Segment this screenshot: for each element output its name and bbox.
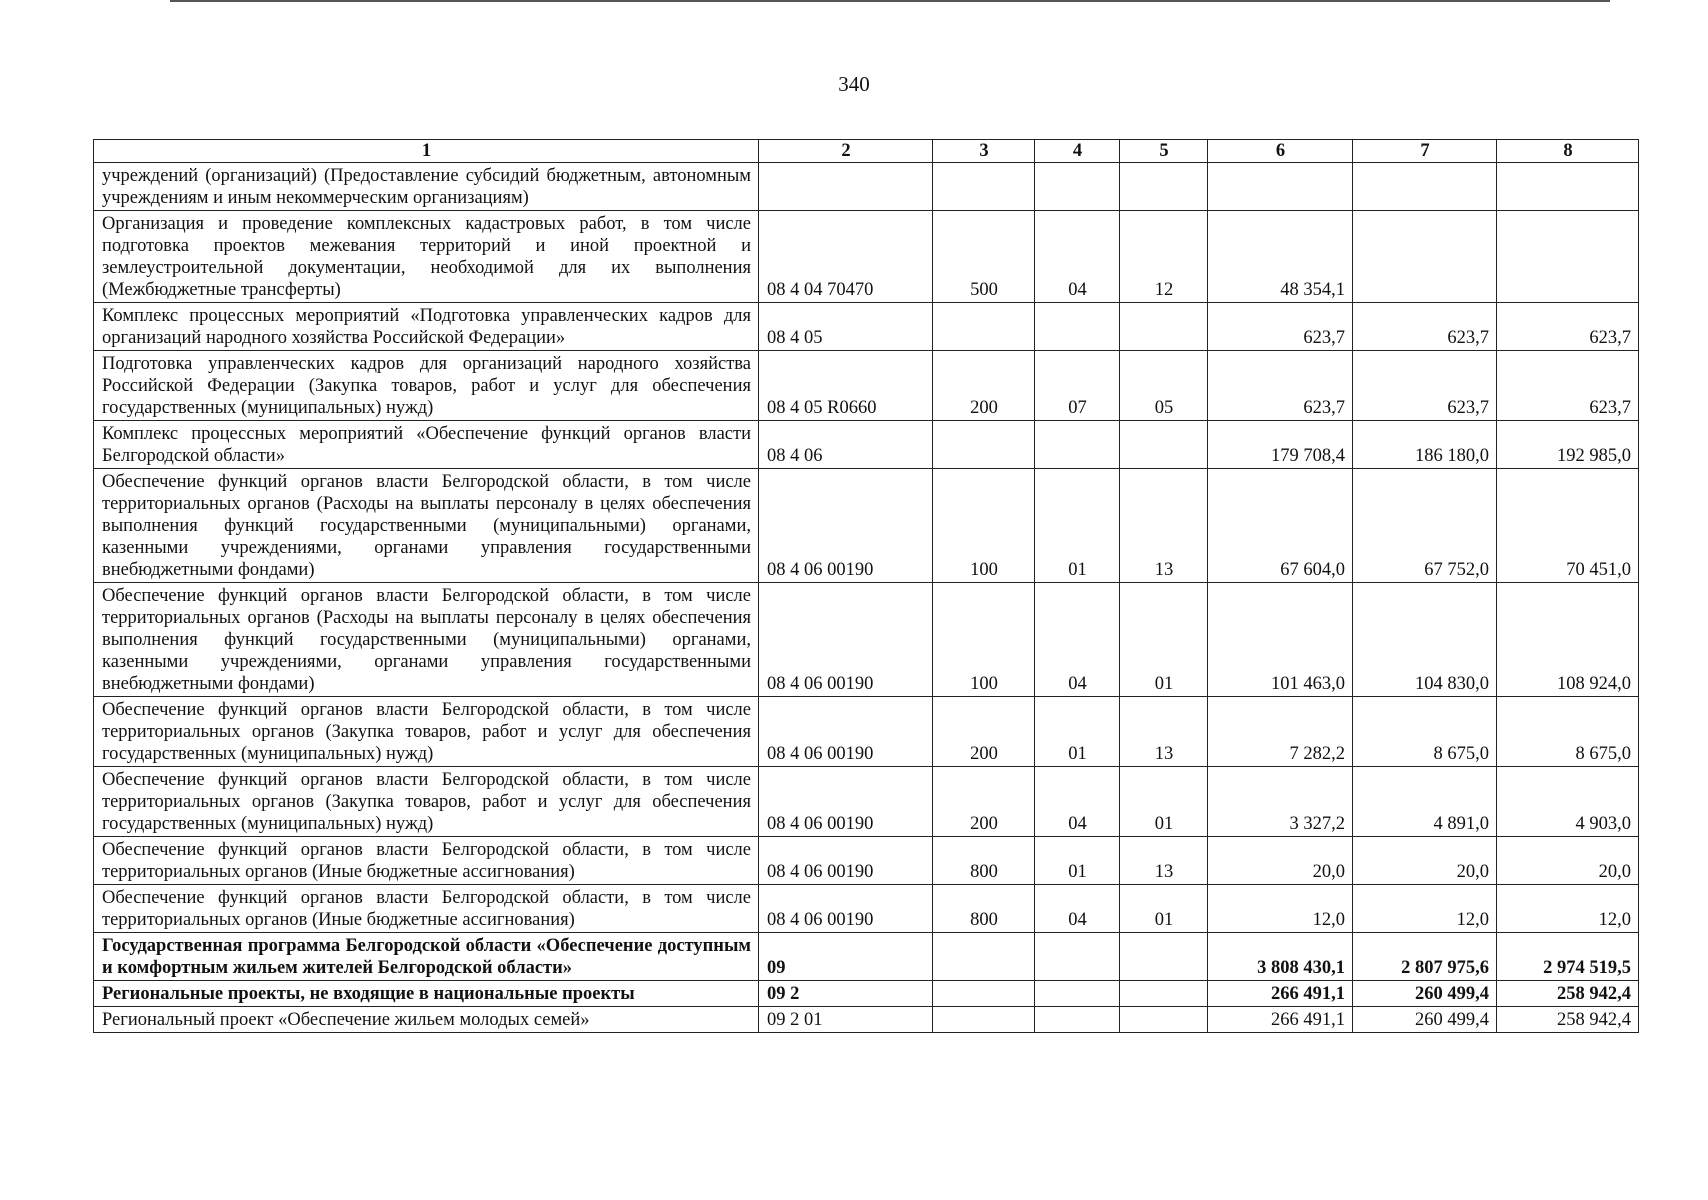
amount-col-7: 20,0 (1353, 837, 1497, 885)
subsection-code (1120, 1007, 1208, 1033)
section-code: 07 (1035, 351, 1120, 421)
amount-col-6: 20,0 (1208, 837, 1353, 885)
column-header: 8 (1497, 140, 1639, 163)
table-row (94, 1007, 1639, 1033)
amount-col-8: 4 903,0 (1497, 767, 1639, 837)
row-description: Подготовка управленческих кадров для организаций народного хозяйства Российской Федерации (Закупка товаров, работ и услуг для обеспечения государственных (муниципальных) нужд) (94, 351, 759, 421)
column-header: 1 (94, 140, 759, 163)
expense-type-code: 200 (933, 697, 1035, 767)
subsection-code: 05 (1120, 351, 1208, 421)
amount-col-7: 186 180,0 (1353, 421, 1497, 469)
row-description: Обеспечение функций органов власти Белгородской области, в том числе территориальных органов (Расходы на выплаты персоналу в целях обеспечения выполнения функций государственными (муниципальными) органами, казенными учреждениями, органами управления государственными внебюджетными фондами) (94, 583, 759, 697)
section-code (1035, 1007, 1120, 1033)
table-row (94, 933, 1639, 981)
subsection-code: 13 (1120, 697, 1208, 767)
amount-col-6: 7 282,2 (1208, 697, 1353, 767)
table-body (94, 163, 1639, 1033)
classification-code: 09 2 (759, 981, 933, 1007)
column-header: 4 (1035, 140, 1120, 163)
amount-col-8: 623,7 (1497, 303, 1639, 351)
classification-code: 08 4 06 00190 (759, 697, 933, 767)
amount-col-8: 192 985,0 (1497, 421, 1639, 469)
table-row (94, 211, 1639, 303)
amount-col-6: 266 491,1 (1208, 1007, 1353, 1033)
table-row (94, 303, 1639, 351)
table-row (94, 837, 1639, 885)
table-row (94, 469, 1639, 583)
classification-code: 08 4 04 70470 (759, 211, 933, 303)
section-code (1035, 421, 1120, 469)
classification-code: 08 4 05 (759, 303, 933, 351)
amount-col-7 (1353, 163, 1497, 211)
amount-col-8: 2 974 519,5 (1497, 933, 1639, 981)
column-header: 2 (759, 140, 933, 163)
expense-type-code (933, 421, 1035, 469)
expense-type-code: 200 (933, 767, 1035, 837)
page-number: 340 (838, 72, 870, 96)
classification-code: 09 2 01 (759, 1007, 933, 1033)
subsection-code: 01 (1120, 767, 1208, 837)
amount-col-8 (1497, 163, 1639, 211)
amount-col-8: 12,0 (1497, 885, 1639, 933)
subsection-code: 01 (1120, 885, 1208, 933)
amount-col-8: 258 942,4 (1497, 1007, 1639, 1033)
expense-type-code: 800 (933, 837, 1035, 885)
expense-type-code: 500 (933, 211, 1035, 303)
amount-col-8: 258 942,4 (1497, 981, 1639, 1007)
classification-code (759, 163, 933, 211)
amount-col-7: 8 675,0 (1353, 697, 1497, 767)
table-row (94, 163, 1639, 211)
amount-col-7 (1353, 211, 1497, 303)
section-code: 04 (1035, 767, 1120, 837)
column-header: 6 (1208, 140, 1353, 163)
expense-type-code: 100 (933, 583, 1035, 697)
row-description: Комплекс процессных мероприятий «Подготовка управленческих кадров для организаций народного хозяйства Российской Федерации» (94, 303, 759, 351)
amount-col-7: 260 499,4 (1353, 1007, 1497, 1033)
amount-col-7: 12,0 (1353, 885, 1497, 933)
column-header: 7 (1353, 140, 1497, 163)
header-row (94, 140, 1639, 163)
subsection-code: 13 (1120, 469, 1208, 583)
amount-col-6: 623,7 (1208, 303, 1353, 351)
row-description: Обеспечение функций органов власти Белгородской области, в том числе территориальных органов (Иные бюджетные ассигнования) (94, 885, 759, 933)
amount-col-6 (1208, 163, 1353, 211)
subsection-code (1120, 163, 1208, 211)
amount-col-8 (1497, 211, 1639, 303)
budget-table (93, 139, 1639, 1033)
table-row (94, 885, 1639, 933)
expense-type-code (933, 303, 1035, 351)
expense-type-code: 800 (933, 885, 1035, 933)
amount-col-6: 266 491,1 (1208, 981, 1353, 1007)
amount-col-6: 101 463,0 (1208, 583, 1353, 697)
section-code (1035, 981, 1120, 1007)
section-code: 04 (1035, 211, 1120, 303)
classification-code: 09 (759, 933, 933, 981)
column-header: 5 (1120, 140, 1208, 163)
amount-col-8: 20,0 (1497, 837, 1639, 885)
expense-type-code (933, 163, 1035, 211)
section-code: 04 (1035, 583, 1120, 697)
section-code: 01 (1035, 697, 1120, 767)
amount-col-7: 4 891,0 (1353, 767, 1497, 837)
section-code: 04 (1035, 885, 1120, 933)
classification-code: 08 4 06 00190 (759, 885, 933, 933)
subsection-code (1120, 933, 1208, 981)
classification-code: 08 4 06 (759, 421, 933, 469)
table-row (94, 697, 1639, 767)
row-description: Региональный проект «Обеспечение жильем молодых семей» (94, 1007, 759, 1033)
classification-code: 08 4 06 00190 (759, 583, 933, 697)
table-row (94, 981, 1639, 1007)
table-row (94, 351, 1639, 421)
section-code (1035, 163, 1120, 211)
top-scan-rule (170, 0, 1610, 2)
section-code: 01 (1035, 469, 1120, 583)
amount-col-7: 2 807 975,6 (1353, 933, 1497, 981)
expense-type-code (933, 933, 1035, 981)
subsection-code: 01 (1120, 583, 1208, 697)
row-description: Обеспечение функций органов власти Белгородской области, в том числе территориальных органов (Закупка товаров, работ и услуг для обеспечения государственных (муниципальных) нужд) (94, 767, 759, 837)
amount-col-7: 104 830,0 (1353, 583, 1497, 697)
subsection-code: 12 (1120, 211, 1208, 303)
amount-col-8: 623,7 (1497, 351, 1639, 421)
section-code (1035, 933, 1120, 981)
amount-col-7: 623,7 (1353, 351, 1497, 421)
amount-col-6: 179 708,4 (1208, 421, 1353, 469)
amount-col-8: 70 451,0 (1497, 469, 1639, 583)
amount-col-7: 260 499,4 (1353, 981, 1497, 1007)
column-header: 3 (933, 140, 1035, 163)
classification-code: 08 4 06 00190 (759, 469, 933, 583)
amount-col-6: 623,7 (1208, 351, 1353, 421)
row-description: Обеспечение функций органов власти Белгородской области, в том числе территориальных органов (Иные бюджетные ассигнования) (94, 837, 759, 885)
subsection-code (1120, 303, 1208, 351)
amount-col-6: 67 604,0 (1208, 469, 1353, 583)
classification-code: 08 4 06 00190 (759, 837, 933, 885)
table-row (94, 767, 1639, 837)
section-code (1035, 303, 1120, 351)
amount-col-6: 3 327,2 (1208, 767, 1353, 837)
table-row (94, 583, 1639, 697)
subsection-code (1120, 421, 1208, 469)
amount-col-8: 108 924,0 (1497, 583, 1639, 697)
row-description: Комплекс процессных мероприятий «Обеспечение функций органов власти Белгородской области» (94, 421, 759, 469)
row-description: Государственная программа Белгородской области «Обеспечение доступным и комфортным жильем жителей Белгородской области» (94, 933, 759, 981)
row-description: Обеспечение функций органов власти Белгородской области, в том числе территориальных органов (Закупка товаров, работ и услуг для обеспечения государственных (муниципальных) нужд) (94, 697, 759, 767)
expense-type-code (933, 981, 1035, 1007)
row-description: Обеспечение функций органов власти Белгородской области, в том числе территориальных органов (Расходы на выплаты персоналу в целях обеспечения выполнения функций государственными (муниципальными) органами, казенными учреждениями, органами управления государственными внебюджетными фондами) (94, 469, 759, 583)
expense-type-code (933, 1007, 1035, 1033)
classification-code: 08 4 05 R0660 (759, 351, 933, 421)
table-row (94, 421, 1639, 469)
section-code: 01 (1035, 837, 1120, 885)
classification-code: 08 4 06 00190 (759, 767, 933, 837)
expense-type-code: 100 (933, 469, 1035, 583)
subsection-code (1120, 981, 1208, 1007)
subsection-code: 13 (1120, 837, 1208, 885)
amount-col-7: 623,7 (1353, 303, 1497, 351)
amount-col-6: 3 808 430,1 (1208, 933, 1353, 981)
amount-col-8: 8 675,0 (1497, 697, 1639, 767)
row-description: Организация и проведение комплексных кадастровых работ, в том числе подготовка проектов межевания территорий и иной проектной и землеустроительной документации, необходимой для их выполнения (Межбюджетные трансферты) (94, 211, 759, 303)
amount-col-7: 67 752,0 (1353, 469, 1497, 583)
expense-type-code: 200 (933, 351, 1035, 421)
row-description: учреждений (организаций) (Предоставление субсидий бюджетным, автономным учреждениям и иным некоммерческим организациям) (94, 163, 759, 211)
amount-col-6: 12,0 (1208, 885, 1353, 933)
amount-col-6: 48 354,1 (1208, 211, 1353, 303)
row-description: Региональные проекты, не входящие в национальные проекты (94, 981, 759, 1007)
